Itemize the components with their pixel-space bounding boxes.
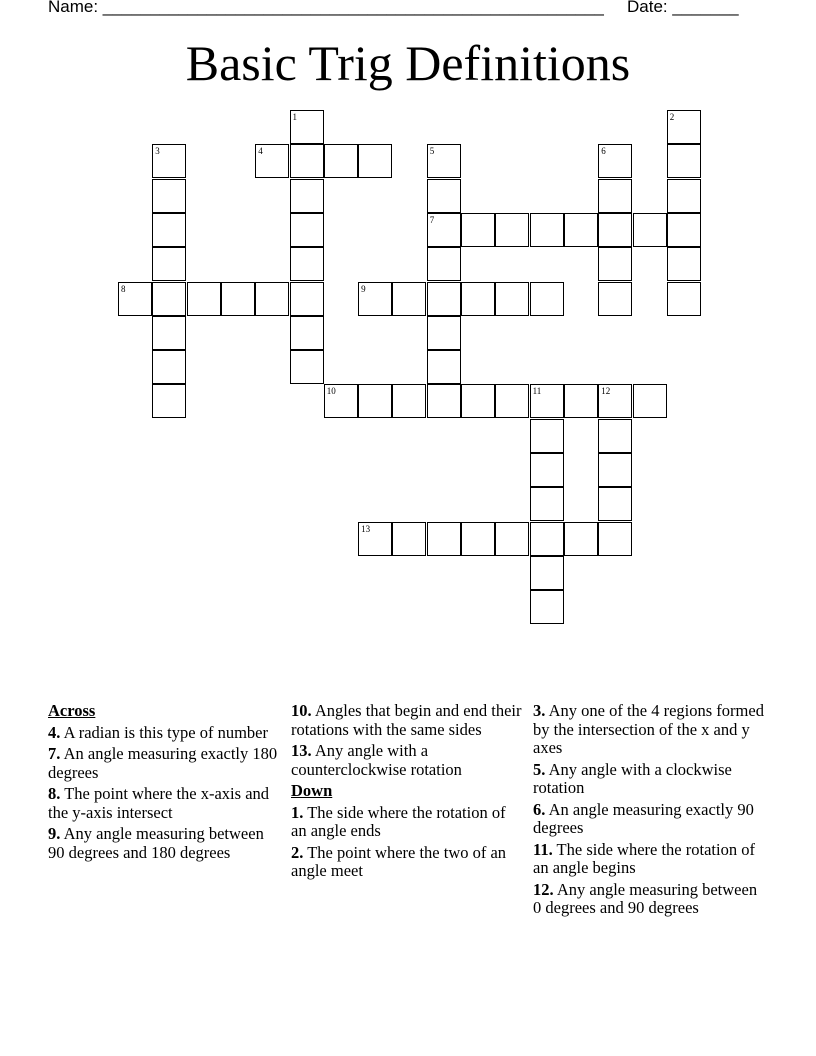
crossword-cell[interactable] [221,282,255,316]
crossword-cell[interactable] [530,522,564,556]
clue-number: 7. [48,744,61,763]
crossword-cell[interactable] [358,522,392,556]
crossword-cell[interactable] [530,384,564,418]
crossword-cell[interactable] [358,282,392,316]
crossword-cell[interactable] [495,213,529,247]
crossword-cell[interactable] [427,213,461,247]
crossword-cell[interactable] [152,179,186,213]
crossword-cell[interactable] [324,144,358,178]
clue-text: Any one of the 4 regions formed by the intersection of the x and y axes [533,701,764,757]
clue-across-10 [291,702,523,739]
crossword-cell[interactable] [290,282,324,316]
crossword-cell[interactable] [564,213,598,247]
clue-text: The side where the rotation of an angle ends [291,802,506,840]
crossword-cell[interactable] [152,213,186,247]
crossword-cell[interactable] [290,110,324,144]
clue-number: 9. [48,824,61,843]
crossword-cell[interactable] [564,522,598,556]
crossword-cell[interactable] [290,316,324,350]
clue-text: Any angle with a counterclockwise rotation [291,741,462,779]
crossword-cell[interactable] [530,419,564,453]
clue-number: 12. [533,879,554,899]
clue-number: 3. [533,701,546,720]
crossword-cell[interactable] [392,282,426,316]
clue-number: 6. [533,799,546,819]
crossword-cell[interactable] [427,179,461,213]
clue-number: 4. [48,722,61,742]
clue-text: A radian is this type of number [63,722,268,742]
crossword-cell[interactable] [255,282,289,316]
cell-number: 10 [326,386,336,397]
cell-number: 11 [532,386,542,397]
clue-across-4 [48,724,280,743]
crossword-cell[interactable] [667,282,701,316]
cell-number: 3 [155,146,160,157]
clue-text: Angles that begin and end their rotations with the same sides [291,701,522,739]
clue-text: The point where the x-axis and the y-axis intersect [48,784,270,822]
crossword-cell[interactable] [667,110,701,144]
crossword-cell[interactable] [152,282,186,316]
crossword-cell[interactable] [324,384,358,418]
crossword-cell[interactable] [427,350,461,384]
cell-number: 8 [121,283,126,294]
crossword-cell[interactable] [564,384,598,418]
crossword-cell[interactable] [598,522,632,556]
clue-down-2 [291,844,523,881]
clue-across-8 [48,785,280,822]
cell-number: 6 [601,146,606,157]
crossword-cell[interactable] [598,179,632,213]
crossword-cell[interactable] [427,384,461,418]
crossword-cell[interactable] [530,487,564,521]
crossword-cell[interactable] [255,144,289,178]
across-heading: Across [48,701,96,720]
crossword-cell[interactable] [633,384,667,418]
crossword-cell[interactable] [152,247,186,281]
clue-down-6 [533,801,765,838]
clue-down-12 [533,881,765,918]
clue-down-5 [533,761,765,798]
crossword-cell[interactable] [427,522,461,556]
clue-number: 5. [533,759,546,779]
crossword-cell[interactable] [530,213,564,247]
cell-number: 5 [429,146,435,157]
clue-text: The point where the two of an angle meet [291,842,507,880]
crossword-cell[interactable] [530,282,564,316]
cell-number: 13 [361,523,371,534]
clue-number: 1. [291,802,304,822]
page-title: Basic Trig Definitions [185,35,631,91]
clue-column-2 [291,702,523,884]
crossword-cell[interactable] [290,213,324,247]
clue-text: Any angle measuring between 0 degrees and 90 degrees [533,879,758,917]
crossword-cell[interactable] [427,144,461,178]
crossword-cell[interactable] [152,316,186,350]
crossword-cell[interactable] [667,144,701,178]
clue-text: Any angle measuring between 90 degrees and 180 degrees [48,824,264,862]
crossword-cell[interactable] [427,316,461,350]
down-heading: Down [291,781,333,800]
crossword-cell[interactable] [667,213,701,247]
crossword-cell[interactable] [427,282,461,316]
crossword-cell[interactable] [598,213,632,247]
crossword-cell[interactable] [598,144,632,178]
crossword-cell[interactable] [187,282,221,316]
clue-text: An angle measuring exactly 180 degrees [48,744,278,782]
cell-number: 1 [292,112,297,122]
clue-across-7 [48,745,280,782]
crossword-cell[interactable] [152,384,186,418]
clue-text: The side where the rotation of an angle begins [533,839,755,877]
clue-number: 8. [48,784,61,803]
clue-column-1 [48,702,280,865]
clue-column-3 [533,702,765,921]
crossword-cell[interactable] [358,384,392,418]
crossword-cell[interactable] [667,179,701,213]
crossword-cell[interactable] [461,522,495,556]
crossword-cell[interactable] [290,144,324,178]
crossword-cell[interactable] [633,213,667,247]
clue-across-9 [48,825,280,862]
clue-down-1 [291,804,523,841]
crossword-cell[interactable] [495,384,529,418]
crossword-cell[interactable] [598,453,632,487]
crossword-cell[interactable] [598,282,632,316]
crossword-cell[interactable] [598,419,632,453]
clue-down-11 [533,841,765,878]
crossword-cell[interactable] [290,247,324,281]
cell-number: 12 [601,386,611,397]
cell-number: 7 [429,214,435,225]
clue-number: 11. [533,839,553,859]
clue-number: 13. [291,741,312,760]
crossword-cell[interactable] [530,556,564,590]
name-field-line[interactable]: Name: _____________________________________________________ [48,0,604,16]
crossword-cell[interactable] [358,144,392,178]
crossword-cell[interactable] [392,522,426,556]
crossword-cell[interactable] [495,282,529,316]
clue-down-3 [533,702,765,758]
clue-across-13 [291,742,523,779]
crossword-cell[interactable] [598,487,632,521]
crossword-cell[interactable] [495,522,529,556]
clue-number: 10. [291,701,312,720]
crossword-cell[interactable] [152,144,186,178]
crossword-cell[interactable] [598,384,632,418]
crossword-cell[interactable] [530,453,564,487]
clue-text: An angle measuring exactly 90 degrees [533,799,754,837]
crossword-cell[interactable] [290,350,324,384]
date-field-line[interactable]: Date: _______ [627,0,739,16]
clue-number: 2. [291,842,304,862]
crossword-cell[interactable] [461,282,495,316]
crossword-cell[interactable] [461,384,495,418]
crossword-cell[interactable] [152,350,186,384]
crossword-cell[interactable] [118,282,152,316]
crossword-cell[interactable] [598,247,632,281]
clue-text: Any angle with a clockwise rotation [533,759,732,797]
crossword-cell[interactable] [427,247,461,281]
crossword-cell[interactable] [290,179,324,213]
crossword-cell[interactable] [392,384,426,418]
cell-number: 9 [361,283,366,294]
crossword-cell[interactable] [461,213,495,247]
crossword-cell[interactable] [530,590,564,624]
crossword-cell[interactable] [667,247,701,281]
cell-number: 4 [258,146,263,157]
cell-number: 2 [669,112,675,122]
